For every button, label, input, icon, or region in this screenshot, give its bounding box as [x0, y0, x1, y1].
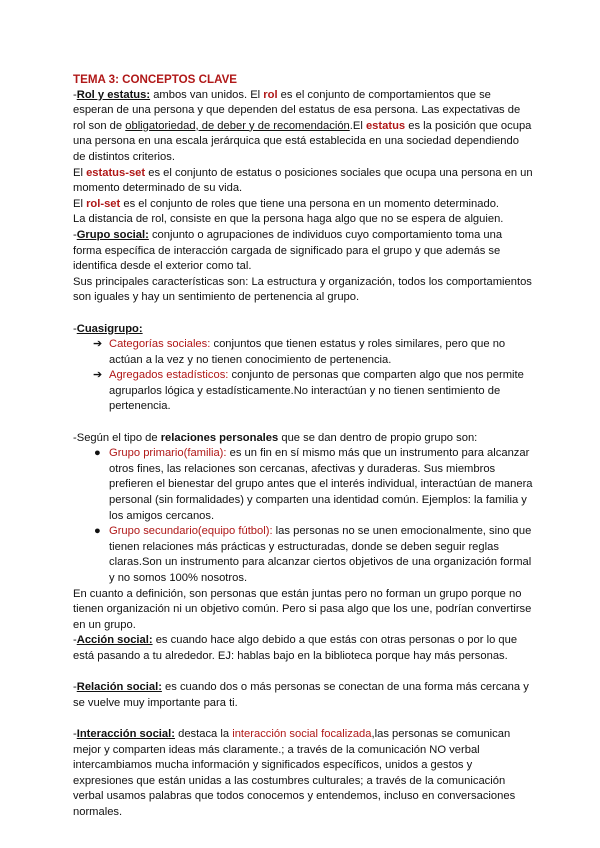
grupo-social-label: Grupo social:	[76, 228, 149, 241]
text: destaca la	[174, 727, 233, 740]
dash: -	[73, 727, 77, 740]
list-item-text: conjunto de personas que comparten algo que nos permite agruparlos lógica y estadísticamente.No interactúan y no tienen sentimiento de pertenencia.	[109, 369, 524, 413]
cuasigrupo-list	[73, 337, 533, 415]
spacer	[73, 306, 533, 322]
estatus-set-term: estatus-set	[86, 166, 146, 179]
rol-estatus-paragraph	[73, 88, 533, 166]
cuasigrupo-label: Cuasigrupo:	[76, 322, 143, 335]
list-item-term: Grupo secundario(equipo fútbol):	[109, 525, 273, 538]
interaccion-social-paragraph	[73, 727, 533, 821]
relaciones-list	[73, 446, 533, 586]
text: es la posición que ocupa una persona en una escala jerárquica que está establecida en una sociedad dependiendo de distintos criterios.	[73, 119, 532, 163]
estatus-set-paragraph	[73, 166, 533, 197]
interaccion-social-label: Interacción social:	[76, 727, 175, 740]
text: El	[73, 197, 87, 210]
dash: -	[73, 681, 77, 694]
dash: -	[73, 322, 77, 335]
list-item	[93, 524, 533, 586]
list-item-term: Categorías sociales:	[109, 338, 211, 351]
relaciones-bold: relaciones personales	[160, 431, 279, 444]
bullet-icon: ●	[94, 447, 101, 460]
rol-term: rol	[263, 88, 278, 101]
distancia-paragraph: La distancia de rol, consiste en que la persona haga algo que no se espera de alguien.	[73, 213, 504, 226]
list-item	[93, 368, 533, 415]
dash: -	[73, 88, 77, 101]
bullet-icon: ●	[94, 525, 101, 538]
text: es cuando hace algo debido a que estás con otras personas o por lo que está pasando a tu alrededor. EJ: hablas bajo en la biblioteca porque hay más personas.	[73, 634, 518, 662]
relacion-social-paragraph	[73, 680, 533, 711]
list-item	[93, 446, 533, 524]
rol-estatus-label: Rol y estatus:	[76, 88, 151, 101]
list-item	[93, 337, 533, 368]
text: .El	[349, 119, 366, 132]
rol-set-paragraph	[73, 197, 533, 213]
dash: -	[73, 228, 77, 241]
text: ,las personas se comunican mejor y comparten ideas más claramente.; a través de la comunicación NO verbal intercambiamos mucha información y significados específicos, unidos a gestos y expresiones que están unidas a las costumbres culturales; a través de la comunicación verbal usamos palabras que todos conocemos y entendemos, incluso en conversaciones normales.	[73, 727, 516, 818]
arrow-icon: ➔	[93, 369, 103, 382]
relaciones-paragraph	[73, 431, 533, 447]
list-item-text: conjuntos que tienen estatus y roles similares, pero que no actúan a la vez y no tienen conocimiento de pertenencia.	[109, 338, 506, 366]
text: que se dan dentro de propio grupo son:	[278, 431, 478, 444]
text: conjunto o agrupaciones de individuos cuyo comportamiento toma una forma específica de interacción cargada de significado para el grupo y que además se identifica desde el exterior como tal.	[73, 228, 503, 273]
spacer	[73, 415, 533, 431]
document-content	[73, 72, 533, 821]
text: es el conjunto de roles que tiene una persona en un momento determinado.	[120, 197, 500, 210]
text: es cuando dos o más personas se conectan de una forma más cercana y se vuelve muy importante para ti.	[73, 681, 529, 709]
accion-social-label: Acción social:	[76, 634, 153, 647]
list-item-term: Grupo primario(familia):	[109, 447, 227, 460]
accion-social-paragraph	[73, 633, 533, 664]
text: El	[73, 166, 87, 179]
estatus-term: estatus	[365, 119, 406, 132]
text: es el conjunto de comportamientos que se esperan de una persona y que dependen del estatus de esa persona. Las expectativas de rol son de	[73, 88, 521, 132]
interaccion-focalizada-term: interacción social focalizada	[232, 727, 372, 740]
page-title: TEMA 3: CONCEPTOS CLAVE	[73, 73, 238, 86]
spacer	[73, 665, 533, 681]
arrow-icon: ➔	[93, 338, 103, 351]
list-item-text: las personas no se unen emocionalmente, sino que tienen relaciones más prácticas y estructuradas, donde se deben seguir reglas claras.Son un instrumento para alcanzar ciertos objetivos de una organización formal y no somos 100% nosotros.	[109, 525, 532, 584]
definicion-paragraph: En cuanto a definición, son personas que están juntas pero no forman un grupo porque no tienen organización ni un objetivo común. Pero si pasa algo que los une, podrían convertirse en un grupo.	[73, 587, 532, 631]
relacion-social-label: Relación social:	[76, 681, 162, 694]
grupo-social-paragraph	[73, 228, 533, 275]
dash: -	[73, 634, 77, 647]
text: ambos van unidos. El	[150, 88, 264, 101]
list-item-term: Agregados estadísticos:	[109, 369, 229, 382]
cuasigrupo-heading	[73, 322, 533, 338]
caracteristicas-paragraph: Sus principales características son: La estructura y organización, todos los comportamientos son iguales y hay un sentimiento de pertenencia al grupo.	[73, 275, 532, 304]
underlined-text: obligatoriedad, de deber y de recomendación	[125, 119, 350, 132]
list-item-text: es un fin en sí mismo más que un instrumento para alcanzar otros fines, las relaciones son cercanas, afectivas y duraderas. Sus miembros prefieren el bienestar del grupo antes que el interés individual, interactúan de manera personal (sin formalidades) y comparten una identidad común. Ejemplos: la familia y los amigos cercanos.	[109, 447, 533, 522]
text: -Según el tipo de	[73, 431, 161, 444]
spacer	[73, 711, 533, 727]
text: es el conjunto de estatus o posiciones sociales que ocupa una persona en un momento determinado de su vida.	[73, 166, 533, 195]
rol-set-term: rol-set	[86, 197, 121, 210]
